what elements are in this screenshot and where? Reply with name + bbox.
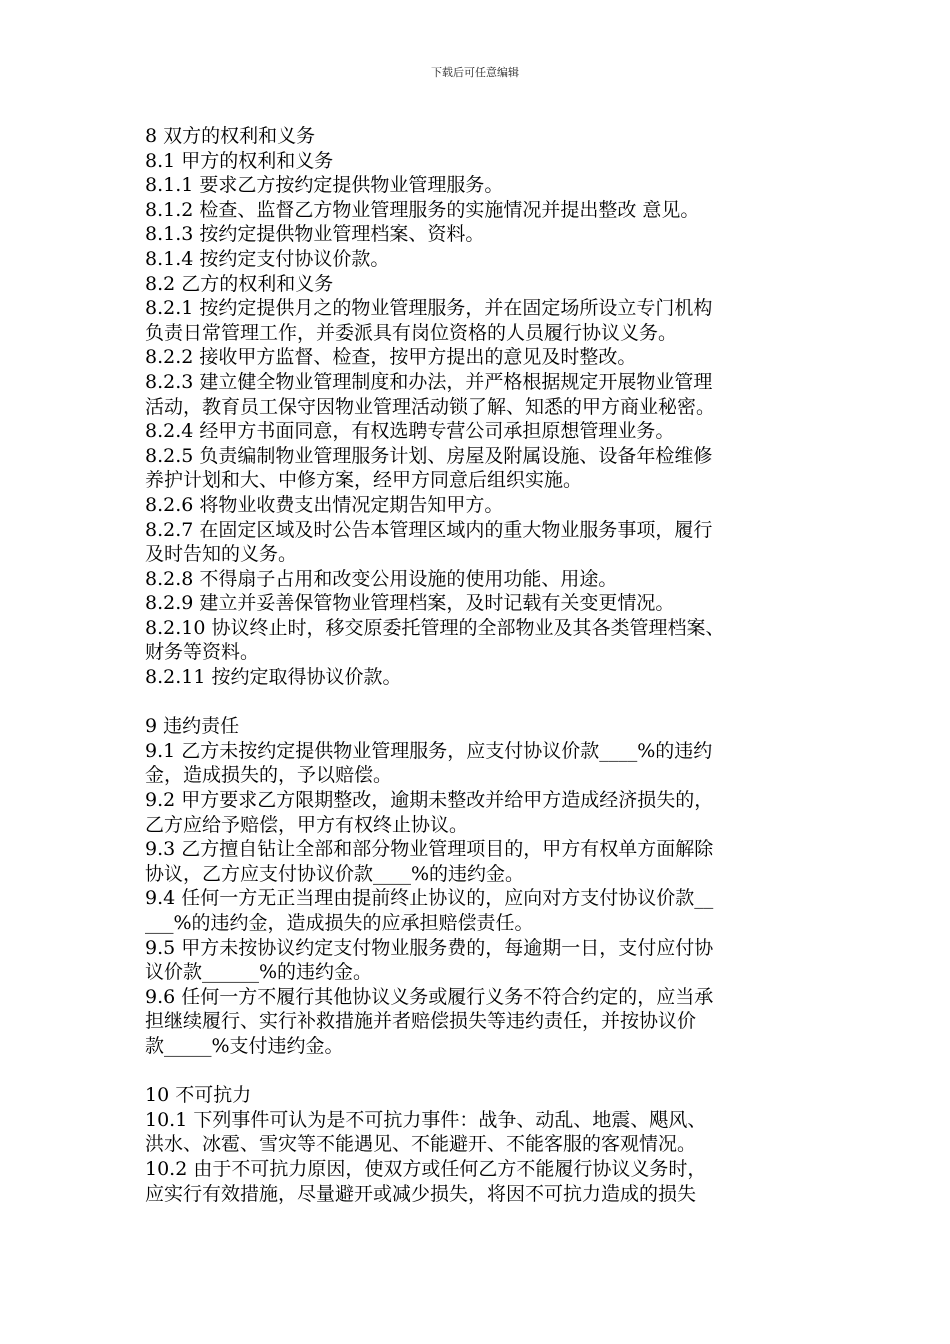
text-line: 10.1 下列事件可认为是不可抗力事件：战争、动乱、地震、飓风、: [145, 1108, 707, 1131]
text-line: 8.2.5 负责编制物业管理服务计划、房屋及附属设施、设备年检维修: [145, 444, 713, 467]
text-line: 活动，教育员工保守因物业管理活动锁了解、知悉的甲方商业秘密。: [145, 395, 716, 418]
text-line: 8.2.2 接收甲方监督、检查，按甲方提出的意见及时整改。: [145, 346, 637, 369]
text-line: 9 违约责任: [145, 715, 240, 738]
text-line: 洪水、冰雹、雪灾等不能遇见、不能避开、不能客服的客观情况。: [145, 1133, 697, 1156]
text-line: 担继续履行、实行补救措施并者赔偿损失等违约责任，并按协议价: [145, 1010, 697, 1033]
text-line: 9.6 任何一方不履行其他协议义务或履行义务不符合约定的，应当承: [145, 985, 714, 1008]
text-line: 金，造成损失的，予以赔偿。: [145, 764, 393, 787]
text-line: 负责日常管理工作，并委派具有岗位资格的人员履行协议义务。: [145, 321, 678, 344]
text-line: 9.1 乙方未按约定提供物业管理服务，应支付协议价款____%的违约: [145, 739, 713, 762]
text-line: 应实行有效措施，尽量避开或减少损失，将因不可抗力造成的损失: [145, 1182, 697, 1205]
text-line: 8.1.2 检查、监督乙方物业管理服务的实施情况并提出整改 意见。: [145, 198, 700, 221]
text-line: 8.2.4 经甲方书面同意，有权选聘专营公司承担原想管理业务。: [145, 420, 675, 443]
paragraph-gap: [145, 690, 813, 715]
text-line: 9.5 甲方未按协议约定支付物业服务费的，每逾期一日，支付应付协: [145, 936, 714, 959]
text-line: 8.2.9 建立并妥善保管物业管理档案，及时记载有关变更情况。: [145, 592, 675, 615]
text-line: 及时告知的义务。: [145, 543, 298, 566]
text-line: 8.2.11 按约定取得协议价款。: [145, 666, 402, 689]
text-line: 9.4 任何一方无正当理由提前终止协议的，应向对方支付协议价款__: [145, 887, 714, 910]
text-line: 8.1 甲方的权利和义务: [145, 149, 334, 172]
text-line: 8.2.3 建立健全物业管理制度和办法，并严格根据规定开展物业管理: [145, 370, 713, 393]
text-line: 款_____%支付违约金。: [145, 1034, 344, 1057]
text-line: 8.2.10 协议终止时，移交原委托管理的全部物业及其各类管理档案、: [145, 616, 725, 639]
text-line: 8.2.7 在固定区域及时公告本管理区域内的重大物业服务事项，履行: [145, 518, 713, 541]
text-line: 8.1.4 按约定支付协议价款。: [145, 247, 390, 270]
text-line: 9.3 乙方擅自钻让全部和部分物业管理项目的，甲方有权单方面解除: [145, 838, 714, 861]
text-line: 乙方应给予赔偿，甲方有权终止协议。: [145, 813, 469, 836]
text-line: 8.2 乙方的权利和义务: [145, 272, 334, 295]
text-line: 10.2 由于不可抗力原因，使双方或任何乙方不能履行协议义务时，: [145, 1157, 707, 1180]
text-line: 8 双方的权利和义务: [145, 125, 316, 147]
text-line: 9.2 甲方要求乙方限期整改，逾期未整改并给甲方造成经济损失的，: [145, 789, 714, 812]
paragraph-gap: [145, 1059, 813, 1084]
text-line: 10 不可抗力: [145, 1084, 252, 1107]
text-line: 议价款______%的违约金。: [145, 961, 373, 984]
text-line: 财务等资料。: [145, 641, 260, 664]
text-line: 8.1.1 要求乙方按约定提供物业管理服务。: [145, 174, 504, 197]
text-line: 协议，乙方应支付协议价款____%的违约金。: [145, 862, 525, 885]
text-line: 8.2.1 按约定提供月之的物业管理服务，并在固定场所设立专门机构: [145, 297, 713, 320]
text-line: ___%的违约金，造成损失的应承担赔偿责任。: [145, 912, 534, 934]
page-header: 下载后可任意编辑: [431, 66, 519, 79]
text-line: 8.2.6 将物业收费支出情况定期告知甲方。: [145, 493, 504, 516]
document-body: [145, 124, 813, 1206]
text-line: 养护计划和大、中修方案，经甲方同意后组织实施。: [145, 469, 583, 492]
text-line: 8.1.3 按约定提供物业管理档案、资料。: [145, 223, 485, 246]
text-line: 8.2.8 不得扇子占用和改变公用设施的使用功能、用途。: [145, 567, 618, 590]
